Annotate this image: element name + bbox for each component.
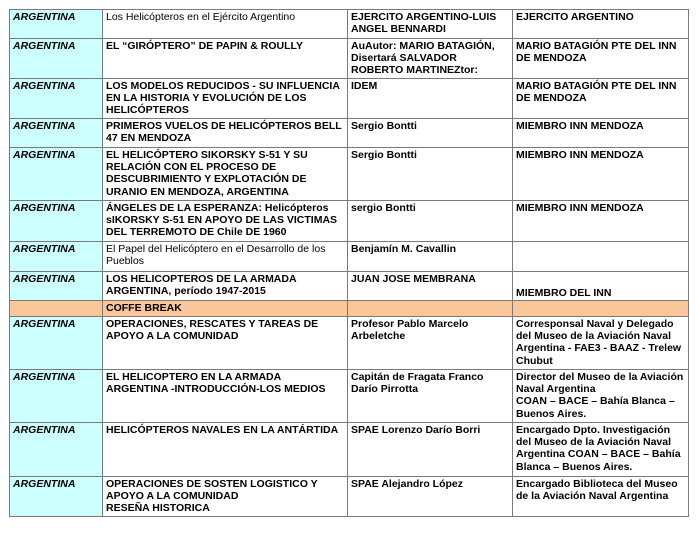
table-row bbox=[10, 79, 689, 119]
speaker-cell: sergio Bontti bbox=[348, 201, 513, 242]
country-cell: ARGENTINA bbox=[10, 201, 103, 242]
country-cell: ARGENTINA bbox=[10, 10, 103, 39]
speaker-cell: SPAE Alejandro López bbox=[348, 477, 513, 517]
talk-title-cell: HELICÓPTEROS NAVALES EN LA ANTÁRTIDA bbox=[103, 423, 348, 477]
affiliation-cell: MIEMBRO INN MENDOZA bbox=[513, 201, 689, 242]
talk-title-cell: Los Helicópteros en el Ejército Argentino bbox=[103, 10, 348, 39]
schedule-table bbox=[9, 9, 689, 517]
affiliation-cell bbox=[513, 242, 689, 272]
affiliation-cell: MARIO BATAGIÓN PTE DEL INN DE MENDOZA bbox=[513, 39, 689, 79]
country-cell: ARGENTINA bbox=[10, 317, 103, 370]
table-row bbox=[10, 148, 689, 201]
talk-title-cell: El Papel del Helicóptero en el Desarrollo de los Pueblos bbox=[103, 242, 348, 272]
table-row bbox=[10, 201, 689, 242]
talk-title-cell: EL “GIRÓPTERO” DE PAPIN & ROULLY bbox=[103, 39, 348, 79]
speaker-cell: Sergio Bontti bbox=[348, 148, 513, 201]
talk-title-cell: COFFE BREAK bbox=[103, 301, 348, 317]
country-cell: ARGENTINA bbox=[10, 39, 103, 79]
affiliation-cell: Encargado Dpto. Investigación del Museo de la Aviación Naval Argentina COAN – BACE – Bahía Blanca – Buenos Aires. bbox=[513, 423, 689, 477]
talk-title-cell: ÁNGELES DE LA ESPERANZA: Helicópteros sIKORSKY S-51 EN APOYO DE LAS VICTIMAS DEL TERREMOTO DE Chile DE 1960 bbox=[103, 201, 348, 242]
table-row bbox=[10, 272, 689, 301]
coffee-break-row bbox=[10, 301, 689, 317]
affiliation-cell: Encargado Biblioteca del Museo de la Aviación Naval Argentina bbox=[513, 477, 689, 517]
affiliation-cell: EJERCITO ARGENTINO bbox=[513, 10, 689, 39]
country-cell: ARGENTINA bbox=[10, 79, 103, 119]
country-cell bbox=[10, 301, 103, 317]
table-row bbox=[10, 39, 689, 79]
talk-title-cell: EL HELICÓPTERO SIKORSKY S-51 Y SU RELACIÓN CON EL PROCESO DE DESCUBRIMIENTO Y EXPLOTACIÓN DE URANIO EN MENDOZA, ARGENTINA bbox=[103, 148, 348, 201]
schedule-table-wrapper bbox=[9, 9, 689, 517]
country-cell: ARGENTINA bbox=[10, 119, 103, 148]
affiliation-cell: MIEMBRO DEL INN bbox=[513, 272, 689, 301]
affiliation-cell: Director del Museo de la Aviación Naval Argentina COAN – BACE – Bahía Blanca – Buenos Aires. bbox=[513, 370, 689, 423]
table-row bbox=[10, 119, 689, 148]
schedule-table-body bbox=[10, 10, 689, 517]
country-cell: ARGENTINA bbox=[10, 477, 103, 517]
talk-title-cell: PRIMEROS VUELOS DE HELICÓPTEROS BELL 47 EN MENDOZA bbox=[103, 119, 348, 148]
table-row bbox=[10, 477, 689, 517]
table-row bbox=[10, 423, 689, 477]
country-cell: ARGENTINA bbox=[10, 423, 103, 477]
talk-title-cell: OPERACIONES DE SOSTEN LOGISTICO Y APOYO A LA COMUNIDAD RESEÑA HISTORICA bbox=[103, 477, 348, 517]
talk-title-cell: LOS HELICOPTEROS DE LA ARMADA ARGENTINA, período 1947-2015 bbox=[103, 272, 348, 301]
table-row bbox=[10, 317, 689, 370]
affiliation-cell: Corresponsal Naval y Delegado del Museo de la Aviación Naval Argentina - FAE3 - BAAZ - Trelew Chubut bbox=[513, 317, 689, 370]
speaker-cell: JUAN JOSE MEMBRANA bbox=[348, 272, 513, 301]
speaker-cell: SPAE Lorenzo Darío Borri bbox=[348, 423, 513, 477]
table-row bbox=[10, 10, 689, 39]
speaker-cell: IDEM bbox=[348, 79, 513, 119]
country-cell: ARGENTINA bbox=[10, 242, 103, 272]
speaker-cell: Benjamín M. Cavallin bbox=[348, 242, 513, 272]
affiliation-cell: MARIO BATAGIÓN PTE DEL INN DE MENDOZA bbox=[513, 79, 689, 119]
talk-title-cell: EL HELICOPTERO EN LA ARMADA ARGENTINA -INTRODUCCIÓN-LOS MEDIOS bbox=[103, 370, 348, 423]
speaker-cell: EJERCITO ARGENTINO-LUIS ANGEL BENNARDI bbox=[348, 10, 513, 39]
country-cell: ARGENTINA bbox=[10, 370, 103, 423]
affiliation-cell bbox=[513, 301, 689, 317]
country-cell: ARGENTINA bbox=[10, 272, 103, 301]
speaker-cell: Profesor Pablo Marcelo Arbeletche bbox=[348, 317, 513, 370]
talk-title-cell: LOS MODELOS REDUCIDOS - SU INFLUENCIA EN LA HISTORIA Y EVOLUCIÓN DE LOS HELICÓPTEROS bbox=[103, 79, 348, 119]
affiliation-cell: MIEMBRO INN MENDOZA bbox=[513, 119, 689, 148]
speaker-cell bbox=[348, 301, 513, 317]
speaker-cell: AuAutor: MARIO BATAGIÓN, Disertará SALVADOR ROBERTO MARTINEZtor: bbox=[348, 39, 513, 79]
table-row bbox=[10, 370, 689, 423]
talk-title-cell: OPERACIONES, RESCATES Y TAREAS DE APOYO A LA COMUNIDAD bbox=[103, 317, 348, 370]
speaker-cell: Capitán de Fragata Franco Darío Pirrotta bbox=[348, 370, 513, 423]
speaker-cell: Sergio Bontti bbox=[348, 119, 513, 148]
affiliation-cell: MIEMBRO INN MENDOZA bbox=[513, 148, 689, 201]
table-row bbox=[10, 242, 689, 272]
country-cell: ARGENTINA bbox=[10, 148, 103, 201]
